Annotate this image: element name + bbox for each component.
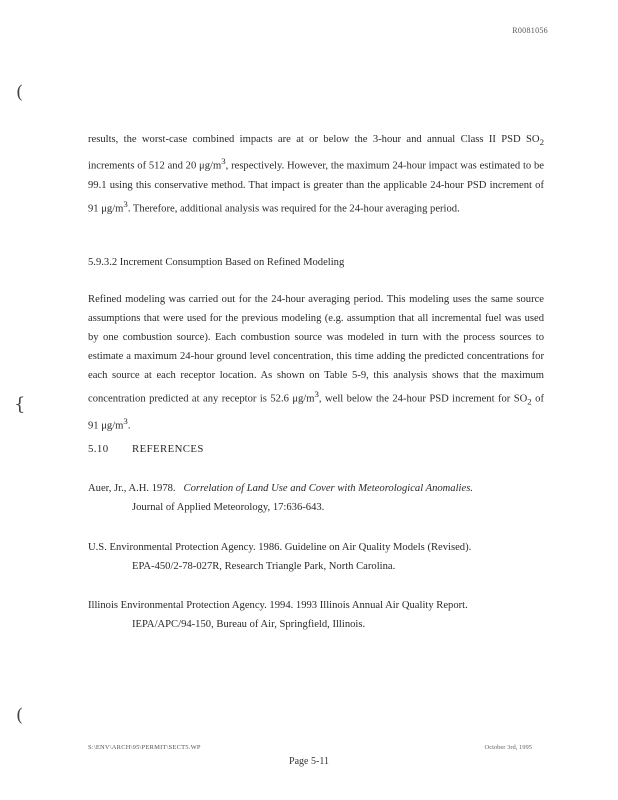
references-number: 5.10 — [88, 443, 109, 455]
body-paragraph-1: results, the worst-case combined impacts are at or below the 3-hour and annual Class II PSD $SO_2$ increments of 512 and 20 $\mu g/m^3$, respectively. However, the maximum 24-hour impact was estimated to be 99.1 using this conservative method. That impact is greater than the applicable 24-hour PSD increment of 91 $\mu g/m^3$. Therefore, additional analysis was required for the 24-hour averaging period. — [88, 134, 545, 215]
document-id: R0081056 — [512, 26, 548, 35]
reference-item: U.S. Environmental Protection Agency. 1986. Guideline on Air Quality Models (Revised). EPA-450/2-78-027R, Research Triangle Park, North Carolina. — [88, 542, 472, 572]
reference-item: Auer, Jr., A.H. 1978. Correlation of Land Use and Cover with Meteorological Anomalies. Journal of Applied Meteorology, 17:636-643. — [88, 483, 473, 513]
margin-mark: { — [14, 394, 26, 415]
references-title: REFERENCES — [132, 443, 204, 455]
page-number: Page 5-11 — [289, 756, 329, 767]
references-heading — [88, 443, 204, 455]
section-heading: 5.9.3.2 Increment Consumption Based on Refined Modeling — [88, 257, 345, 268]
margin-mark: ( — [16, 82, 24, 103]
reference-item: Illinois Environmental Protection Agency. 1994. 1993 Illinois Annual Air Quality Report. IEPA/APC/94-150, Bureau of Air, Springfield, Illinois. — [88, 600, 468, 630]
footer-file-path: S:\ENV\ARCH\95\PERMIT\SECT5.WP — [88, 744, 201, 751]
margin-mark: ( — [16, 705, 24, 726]
body-paragraph-2: Refined modeling was carried out for the 24-hour averaging period. This modeling uses the same source assumptions that were used for the previous modeling (e.g. assumption that all incremental fuel was used by one combustion source). Each combustion source was modeled in turn with the process sources to estimate a maximum 24-hour ground level concentration, this time adding the predicted concentrations for each source at each receptor location. As shown on Table 5-9, this analysis shows that the maximum concentration predicted at any receptor is 52.6 $\mu g/m^3$, well below the 24-hour PSD increment for $SO_2$ of 91 $\mu g/m^3$. — [88, 294, 544, 432]
footer-date: October 3rd, 1995 — [484, 744, 532, 751]
